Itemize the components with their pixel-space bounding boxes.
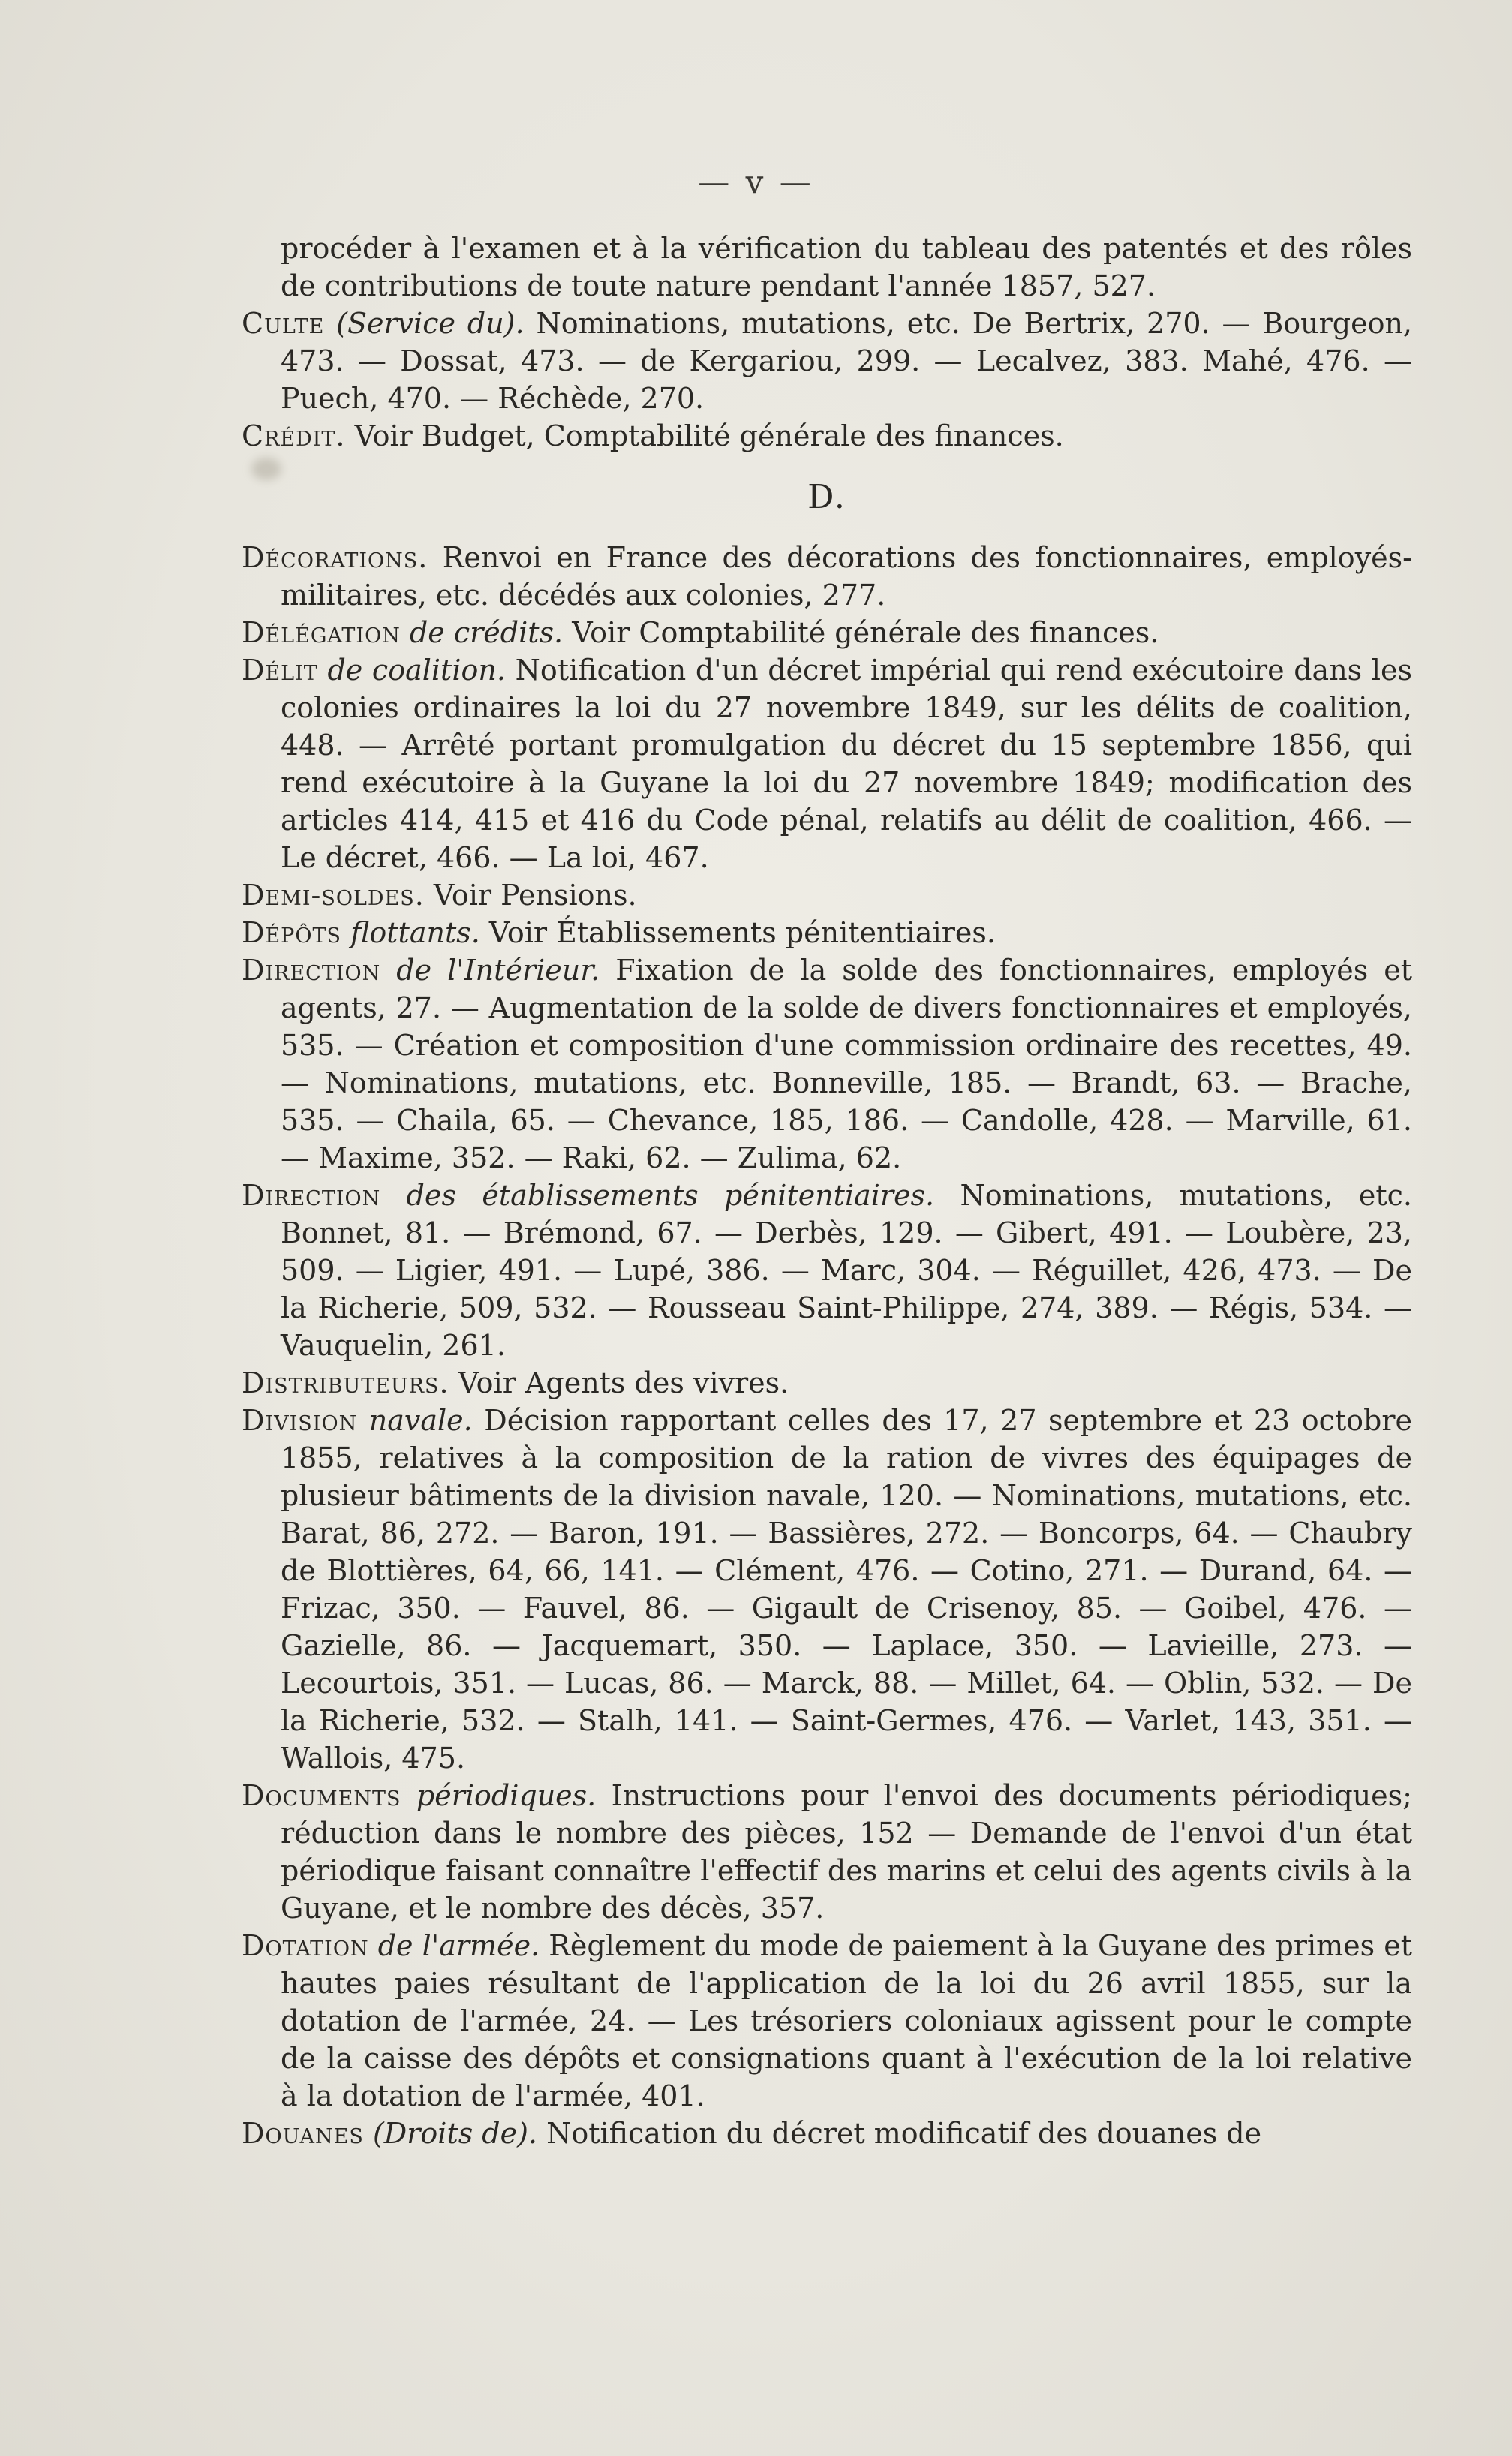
entry-head: Dotation <box>242 1929 369 1962</box>
entry-head: Décorations. <box>242 541 428 574</box>
index-entry <box>242 614 1412 651</box>
entry-subhead: navale. <box>368 1404 473 1437</box>
entry-body: Renvoi en France des décorations des fonctionnaires, employés-militaires, etc. décédés aux colonies, 277. <box>281 541 1412 612</box>
entry-subhead: flottants. <box>350 916 480 949</box>
entry-head: Documents <box>242 1779 401 1812</box>
entry-head: Division <box>242 1404 358 1437</box>
entry-head: Délit <box>242 654 318 687</box>
entry-head: Douanes <box>242 2117 364 2150</box>
entry-body: Voir Établissements pénitentiaires. <box>488 916 996 949</box>
entry-head: Crédit. <box>242 419 346 452</box>
entry-body: Notification du décret modificatif des douanes de <box>546 2117 1262 2150</box>
entry-body: Voir Budget, Comptabilité générale des finances. <box>354 419 1064 452</box>
folio: — v — <box>698 164 814 200</box>
entry-subhead: de l'armée. <box>377 1929 540 1962</box>
entry-head: Culte <box>242 307 325 340</box>
section-letter: D. <box>807 478 846 516</box>
index-entry <box>242 539 1412 614</box>
index-entry <box>242 951 1412 1177</box>
entry-head: Dépôts <box>242 916 341 949</box>
entry-head: Demi-soldes. <box>242 879 425 912</box>
entry-body: Nominations, mutations, etc. Bonnet, 81. — Brémond, 67. — Derbès, 129. — Gibert, 491. — Loubère, 23, 509. — Ligier, 491. — Lupé, 386. — Marc, 304. — Réguillet, 426, 473. — De la Richerie, 509, 532. — Rousseau Saint-Philippe, 274, 389. — Régis, 534. — Vauquelin, 261. <box>281 1179 1412 1362</box>
index-entry <box>242 2115 1412 2152</box>
entry-body: Nominations, mutations, etc. De Bertrix, 270. — Bourgeon, 473. — Dossat, 473. — de Kergariou, 299. — Lecalvez, 383. Mahé, 476. — Puech, 470. — Réchède, 270. <box>281 307 1412 415</box>
entry-body: Voir Comptabilité générale des finances. <box>572 616 1159 649</box>
index-column <box>242 230 1412 2152</box>
entry-subhead: (Service du). <box>336 307 525 340</box>
index-entry <box>242 1777 1412 1927</box>
entry-head: Direction <box>242 1179 381 1212</box>
entry-subhead: de crédits. <box>409 616 564 649</box>
entry-body: Fixation de la solde des fonctionnaires, employés et agents, 27. — Augmentation de la solde de divers fonctionnaires et employés, 535. — Création et composition d'une commission ordinaire des recettes, 49. — Nominations, mutations, etc. Bonneville, 185. — Brandt, 63. — Brache, 535. — Chaila, 65. — Chevance, 185, 186. — Candolle, 428. — Marville, 61. — Maxime, 352. — Raki, 62. — Zulima, 62. <box>281 954 1412 1174</box>
entry-body: Voir Agents des vivres. <box>458 1366 789 1399</box>
entry-body: Voir Pensions. <box>433 879 637 912</box>
entry-subhead: de coalition. <box>327 654 506 687</box>
entry-subhead: périodiques. <box>416 1779 597 1812</box>
index-entry <box>242 1927 1412 2115</box>
index-entry <box>242 417 1412 455</box>
entry-subhead: de l'Intérieur. <box>396 954 600 987</box>
entry-body: Décision rapportant celles des 17, 27 septembre et 23 octobre 1855, relatives à la composition de la ration de vivres des équipages de plusieur bâtiments de la division navale, 120. — Nominations, mutations, etc. Barat, 86, 272. — Baron, 191. — Bassières, 272. — Boncorps, 64. — Chaubry de Blottières, 64, 66, 141. — Clément, 476. — Cotino, 271. — Durand, 64. — Frizac, 350. — Fauvel, 86. — Gigault de Crisenoy, 85. — Goibel, 476. — Gazielle, 86. — Jacquemart, 350. — Laplace, 350. — Lavieille, 273. — Lecourtois, 351. — Lucas, 86. — Marck, 88. — Millet, 64. — Oblin, 532. — De la Richerie, 532. — Stalh, 141. — Saint-Germes, 476. — Varlet, 143, 351. — Wallois, 475. <box>281 1404 1412 1775</box>
index-entry <box>242 876 1412 914</box>
index-entry <box>242 651 1412 876</box>
entry-subhead: des établissements pénitentiaires. <box>406 1179 935 1212</box>
index-entry <box>242 1402 1412 1777</box>
entry-head: Direction <box>242 954 381 987</box>
entry-body: Instructions pour l'envoi des documents périodiques; réduction dans le nombre des pièces, 152 — Demande de l'envoi d'un état périodique faisant connaître l'effectif des marins et celui des agents civils à la Guyane, et le nombre des décès, 357. <box>281 1779 1412 1925</box>
entry-body: Notification d'un décret impérial qui rend exécutoire dans les colonies ordinaires la loi du 27 novembre 1849, sur les délits de coalition, 448. — Arrêté portant promulgation du décret du 15 septembre 1856, qui rend exécutoire à la Guyane la loi du 27 novembre 1849; modification des articles 414, 415 et 416 du Code pénal, relatifs au délit de coalition, 466. — Le décret, 466. — La loi, 467. <box>281 654 1412 874</box>
entry-head: Délégation <box>242 616 401 649</box>
index-entry <box>242 305 1412 417</box>
entry-body: Règlement du mode de paiement à la Guyane des primes et hautes paies résultant de l'application de la loi du 26 avril 1855, sur la dotation de l'armée, 24. — Les trésoriers coloniaux agissent pour le compte de la caisse des dépôts et consignations quant à l'exécution de la loi relative à la dotation de l'armée, 401. <box>281 1929 1412 2112</box>
lead-continuation: procéder à l'examen et à la vérification du tableau des patentés et des rôles de contributions de toute nature pendant l'année 1857, 527. <box>281 232 1412 302</box>
index-entry <box>242 1364 1412 1402</box>
index-entry <box>242 1177 1412 1364</box>
entry-subhead: (Droits de). <box>372 2117 538 2150</box>
index-entry <box>242 914 1412 951</box>
entry-head: Distributeurs. <box>242 1366 449 1399</box>
